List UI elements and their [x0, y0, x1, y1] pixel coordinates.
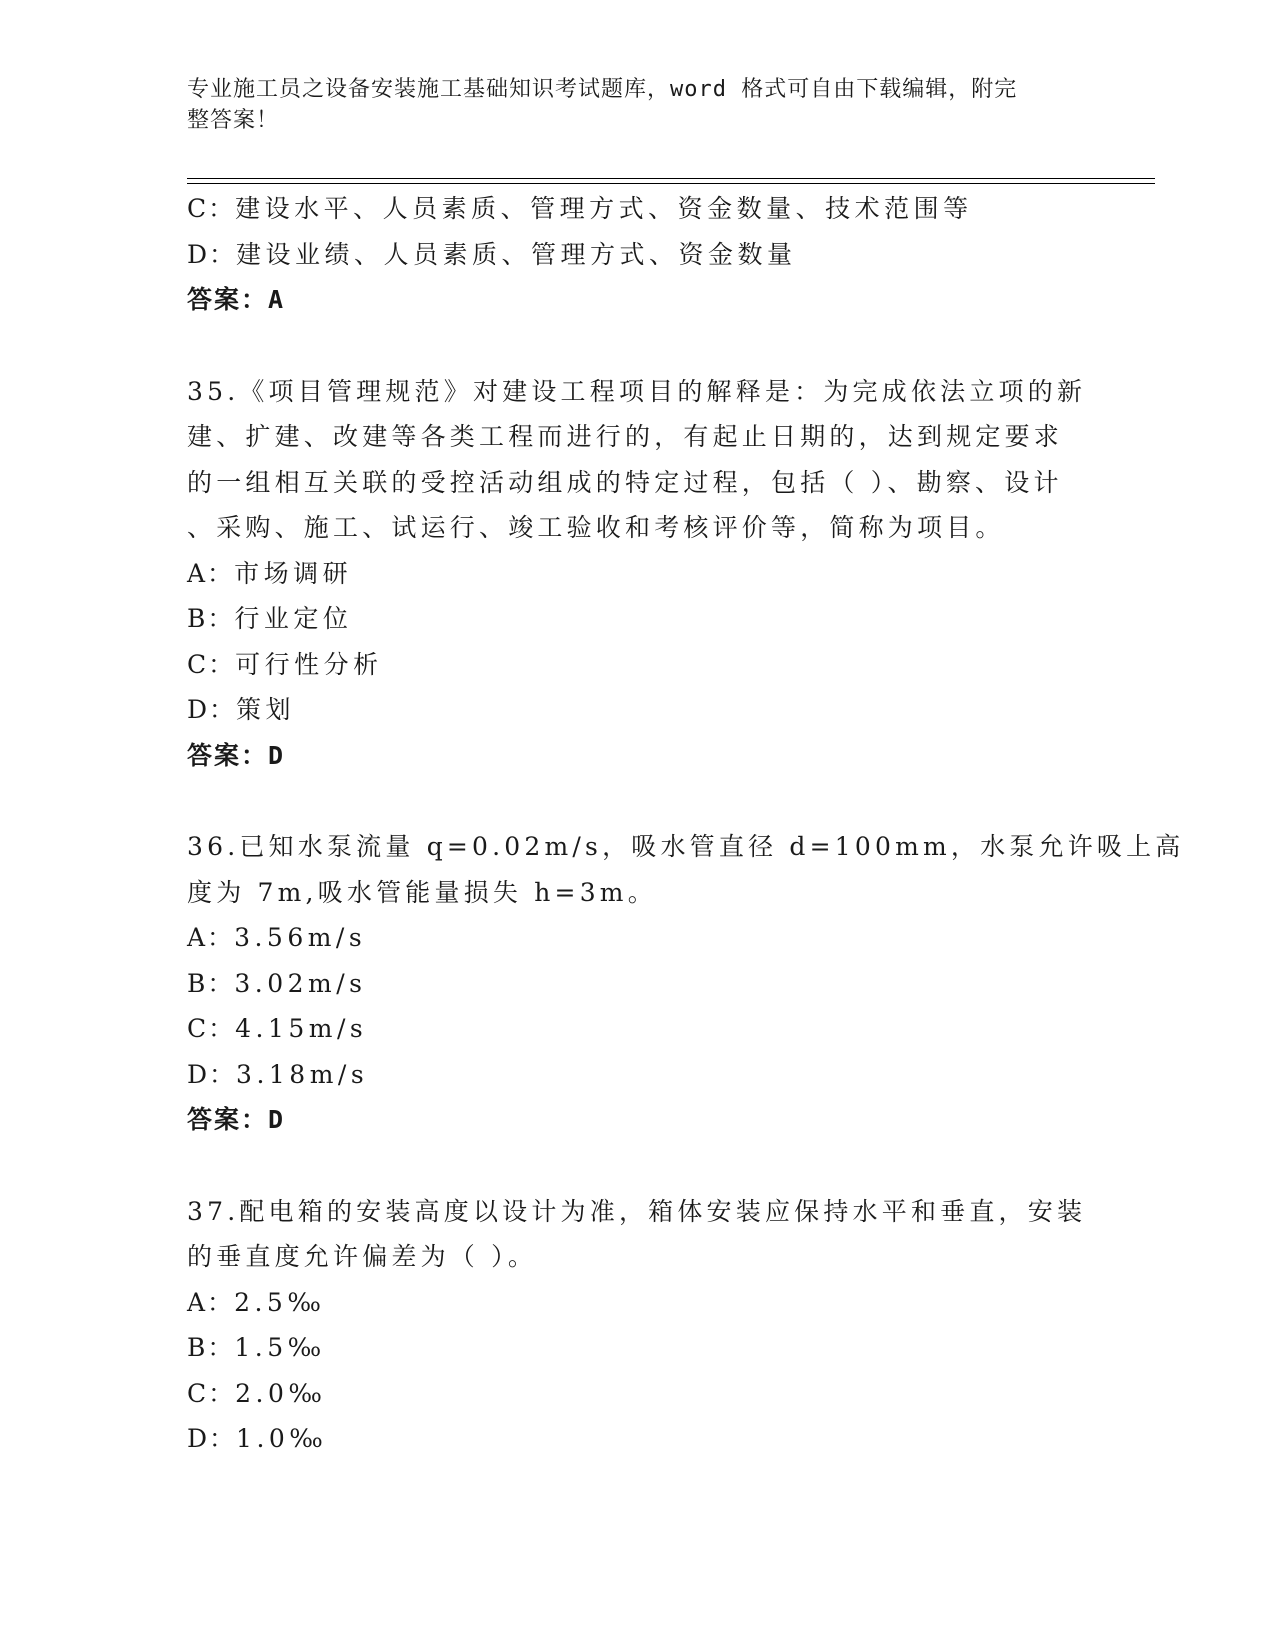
spacer [187, 323, 1087, 369]
option-d [187, 1052, 1087, 1098]
option-text: 建设水平、人员素质、管理方式、资金数量、技术范围等 [235, 194, 973, 223]
option-letter: C： [187, 194, 236, 223]
option-letter: A： [187, 1287, 235, 1317]
header-divider-top [187, 178, 1155, 179]
header-divider-bottom [187, 183, 1155, 184]
question-text-line: 36.已知水泵流量 q=0.02m/s，吸水管直径 d=100mm，水泵允许吸上高 [187, 832, 1185, 861]
option-text: 3.18m/s [236, 1059, 369, 1089]
question-text-line: 的一组相互关联的受控活动组成的特定过程，包括（ ）、勘察、设计 [187, 467, 1063, 497]
option-text: 策划 [236, 695, 296, 724]
answer-line: 答案：D [187, 1105, 286, 1134]
option-text: 行业定位 [234, 604, 353, 633]
option-text: 可行性分析 [235, 649, 383, 679]
option-c [187, 642, 1087, 688]
option-letter: C： [187, 649, 236, 679]
question-text-line: 的垂直度允许偏差为（ ）。 [187, 1242, 538, 1271]
question-block-36 [187, 824, 1185, 1143]
option-c [187, 1371, 1087, 1417]
option-c [187, 1006, 1087, 1052]
option-letter: D： [187, 1424, 237, 1453]
document-header [187, 74, 1067, 136]
question-text-line: 建、扩建、改建等各类工程而进行的，有起止日期的，达到规定要求 [187, 422, 1064, 451]
option-a [187, 1280, 1087, 1326]
answer-line: 答案：A [187, 285, 286, 314]
option-letter: A： [187, 558, 235, 588]
option-text: 1.5‰ [234, 1333, 326, 1362]
option-text: 3.02m/s [234, 968, 367, 998]
answer-line: 答案：D [187, 740, 286, 770]
option-text: 2.0‰ [235, 1378, 327, 1408]
option-d [187, 687, 1087, 733]
question-block-35 [187, 369, 1087, 779]
header-title-line-2: 整答案！ [187, 108, 280, 133]
option-b [187, 961, 1087, 1007]
option-letter: D： [187, 695, 237, 724]
option-text: 4.15m/s [235, 1014, 368, 1043]
question-text-line: 、采购、施工、试运行、竣工验收和考核评价等，简称为项目。 [187, 513, 1005, 542]
question-block-37 [187, 1189, 1087, 1462]
question-text-line: 35.《项目管理规范》对建设工程项目的解释是：为完成依法立项的新 [187, 376, 1087, 406]
question-content [187, 186, 1185, 1462]
option-letter: C： [187, 1378, 236, 1408]
question-text-line: 37.配电箱的安装高度以设计为准，箱体安装应保持水平和垂直，安装 [187, 1196, 1087, 1226]
spacer [187, 1143, 1087, 1189]
question-text-line: 度为 7m,吸水管能量损失 h=3m。 [187, 877, 657, 907]
option-b [187, 1325, 1087, 1371]
header-title-line-1: 专业施工员之设备安装施工基础知识考试题库，word 格式可自由下载编辑，附完 [187, 77, 1018, 102]
option-letter: B： [187, 604, 235, 633]
option-b [187, 596, 1087, 642]
option-letter: D： [187, 239, 237, 269]
option-d [187, 1416, 1087, 1462]
option-text: 建设业绩、人员素质、管理方式、资金数量 [236, 239, 797, 269]
option-letter: A： [187, 923, 235, 952]
option-letter: B： [187, 1333, 235, 1362]
option-c [187, 186, 1087, 232]
option-text: 1.0‰ [236, 1424, 328, 1453]
question-block-34 [187, 186, 1087, 323]
option-text: 2.5‰ [234, 1287, 326, 1317]
option-letter: B： [187, 968, 235, 998]
option-a [187, 915, 1087, 961]
option-letter: C： [187, 1014, 236, 1043]
spacer [187, 778, 1087, 824]
option-letter: D： [187, 1059, 237, 1089]
option-text: 3.56m/s [234, 923, 367, 952]
option-text: 市场调研 [234, 558, 353, 588]
option-d [187, 232, 1087, 278]
option-a [187, 551, 1087, 597]
